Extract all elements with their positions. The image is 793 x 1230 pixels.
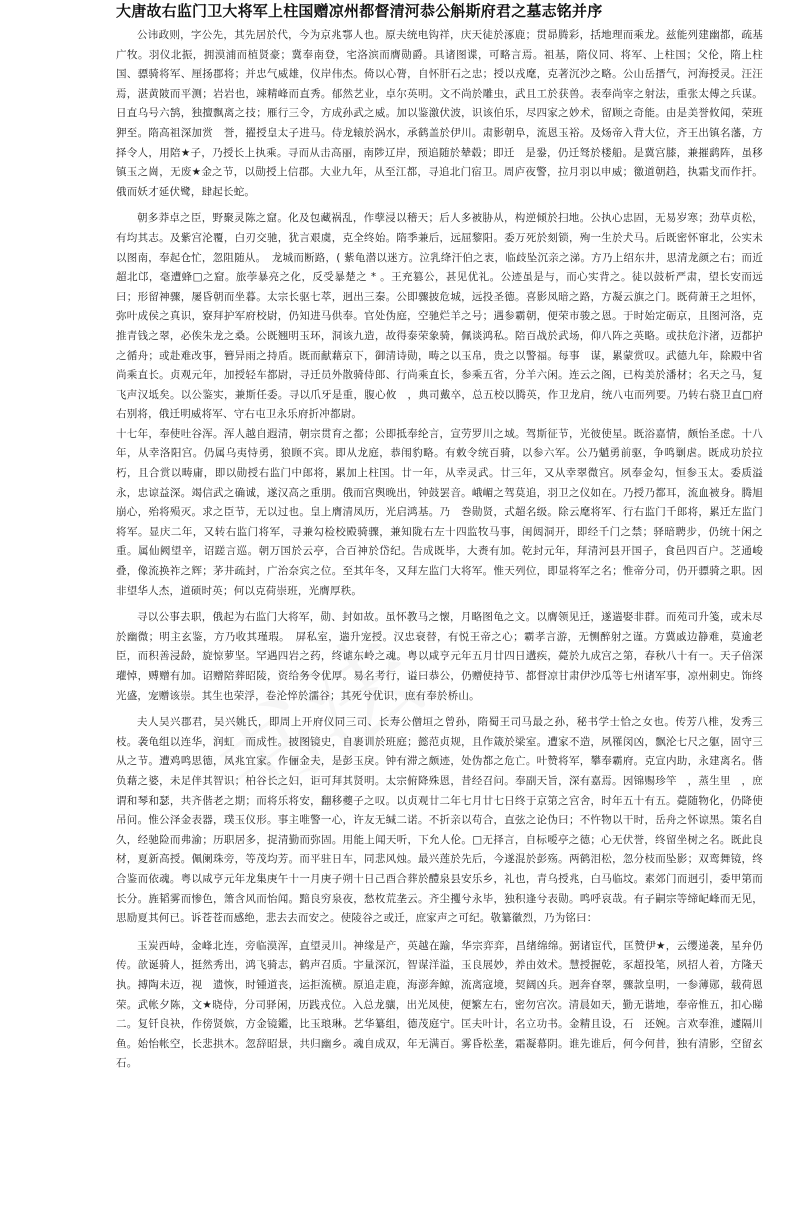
paragraph-1: 公讳政则，字公先，其先居於代，今为京兆鄠人也。原夫统电钩祥，庆天徒於涿鹿；贯昴腾彩，括地理而乘龙。兹能列建幽都，疏基广牧。羽仪北振，拥漠浦而植贤豪；冀奉南登，宅洛滨而膺勋爵。具诸图谍，可略言焉。祖基，隋仪同、将军、上柱国；父伦，隋上柱国、骠骑将军、厘扬郡将；并忠气威雄，仪岸伟杰。倚以心膂，自怀肝石之忠；授以戎麾，克著沉沙之略。公山岳搢气，河海授灵。汪汪焉，湛黄陂而平测；岩岩也，竦精峰而直秀。郁然艺业，卓尔英明。文不尚於雕虫，武且工於获兽。表奉尚宰之射法，重张太傅之兵谋。日直乌号六鹄，独擅飘离之技；雁行三令，方成孙武之威。加以鉴激伏波，识该伯乐，尽四家之妙术，留顾之奇能。由是美誉攸闻，荣班狎至。隋高祖深加赏 誉，擢授皇太子进马。侍龙辕於涡水，承鹤盖於伊川。肃影朝阜，流恩玉裕。及炀帝入背大位，齐王出镇名藩，方择令人，用陪★子，乃授长上执乘。寻而从击高丽，南陟辽岸，预追随於辇毂；即迁 是銎，仍迁驽於楼船。是冀宫膝，兼摧鹞阵，虽移镇玉之崗，无废★金之节，以勋授上信郡。大业九年，从至江都，寻追北门宿卫。周庐夜警，拉月羽以申威；徼道朝趋，执霜戈而作扞。俄而妖才延伏鹭，肆起长蛇。	[116, 29, 763, 198]
epitaph-title: 大唐故右监门卫大将军上柱国赠凉州都督清河恭公斛斯府君之墓志铭并序	[116, 2, 603, 20]
paragraph-2: 朝多莽卓之臣，野聚灵陈之窟。化及包藏祸乱，作孽浸以稽天；后人多被胁从，构逆倾於扫地。公执心忠固，无易岁寒；劲草贞松，有均其志。及紫宫沦覆，白刃交驰，犹言艰虞，克全终始。隋季兼后，远屈黎阳。委万死於刻锁，殉一生於犬马。后既密怀窜北，公实未以图南，奉起仓忙，忽阻随从。 龙城而断路，( 紫龟潜以迷方。泣乳绛汗伯之衷，临歧坠沉亲之涕。方乃上绍东井，思清龙颜之右；而近超北邙，毫遭蜂□之窟。旅荸暴亮之化，反受暴楚之 * 。王充篡公，甚见优礼。公迹虽是与，而心实背之。徒以鼓析严肃，望长安而远曰；形留神骤，屡昏朝而坐暮。太宗长驱七萃，迥出三秦。公即骤披危城，远投圣德。喜影凤暗之路，方凝云旗之门。既荷萧王之坦怀，弥叶成侯之真识，寮拜护军府校尉，仍知进马供奉。官处伪庭，空驰烂羊之号；遇参霸朝，便荣市骏之恩。于时始定砺京，且图河洛，克推青钱之翠，必俟朱龙之桑。公既翘明玉环，洞该九造，故得泰荣象骑，佩谈鸿私。陪百战於武场，仰八阵之英略。或扶危汴渚，迈都护之循舟；或赴难改事，簪异雨之持盾。既而献藉京下，御清诗勋，畴之以玉帛，贵之以警福。每事 谋，累蒙赏叹。武德九年，除殿中省尚乘直长。贞观元年，加授轻车都尉，寻迁员外散骑侍郎、行尚乘直长，参乘五省，分羊六闲。连云之阁，已构美於潘材；名天之马，复飞声汉坻矣。以公鉴实，兼斯任委。寻以爪牙是重，腹心攸 ，典司戴卒，总五校以腾英，作卫龙肩，统八屯而列要。乃转右骁卫直□府右别将，俄迁明威将军、守右屯卫永乐府折冲都尉。	[116, 212, 763, 421]
paragraph-5: 夫人吴兴郡君，吴兴姚氏，即周上开府仪同三司、长寿公僧垣之曾孙，隋蜀王司马最之孙，秘书学士恰之女也。传芳八椎，发秀三枝。袭龟组以连华，润虹 而成性。披图镜史，自裹训於班庭；懿范贞规，且作箴於梁室。遭家不造，夙罹闵凶，飘沦七尺之躯，固守三从之节。遭鸡鸣思德，凤兆宜家。作俪金夫，是彭玉戾。钟有滞之颇迹，处伪都之危亡。叶赞将军，攀奉霸府。克宣内助，永建离名。偕负藉之婆，未足伴其智识；柏谷长之妇，讵可拜其贤明。太宗俯降殊恩，昔经召问。奉副天旨，深有嘉焉。因锦赐珍竿 ，蒸生里 ，庶谓和琴和瑟，共齐偕老之期；而将乐将安，翻移夔子之叹。以贞观廿二年七月廿七日终于京第之宫舍，时年五十有五。薨随物化，仍降使吊问。惟公泽金表器，璞玉仪形。事主唯警一心，许友无缄二诺。不折亲以苟合，直弦之论伪曰；不忤物以干时，岳舟之怀谅黑。策名自久，经驰险而弗渝；历职居多，捉清勤而弥固。用能上闻天听，下允人伦。□无择言，自标嗳亭之德；心无伏誉，终留坐树之名。既此良材，夏新高授。佩阑珠旁，等茂均芳。而平驻日车，同悲风烛。最兴莲於先后，今遂混於彭殇。两鹤泪松，忽分枝而坠影；双鸾舞镜，终合鉴而依魂。粤以咸亨元年龙集庚午十一月庚子朔十日己酉合葬於醴泉县安乐乡，礼也，青乌授兆，白马临坟。素郊门而迥引，委甲第而长分。旌韬雾而惨色，箫含风而怡闻。黯良穷泉夜，愁枚荒垄云。齐尘攫兮永毕，独积逢兮表勋。鸣呼哀哉。有子嗣宗等缔屺峰而无见，思励夏其何已。诉苍苍而感绝，悲去去而安之。使陵谷之或迁，庶家声之可纪。敬纂徽烈，乃为铭曰：	[116, 716, 763, 925]
paragraph-4: 寻以公事去职，俄起为右监门大将军，勋、封如故。虽怀教马之懐，月略图龟之文。以膺领见迁，遂遄娶非群。而苑司升笺，或未尽於幽微；明主玄鉴，方乃收其瑾瑕。 屏私室，遄升宠授。汉忠衰替，有悦王帝之心；霸孝言游，无恻醉射之谨。方冀戚边静难，莫逾老臣，而积善浸龄，旋惊萝坚。罕遇四岩之药，终谑东岭之魂。粤以咸亨元年五月廿四日遘疾，薨於九成宫之第，春秋八十有一。天子倍深瓘悼，赙赠有加。诏赠陪葬昭陵，资给务令优厚。易名考行，谥曰恭公，仍赠使持节、都督凉甘肃伊沙瓜等七州诸军事，凉州刺史。饰终光盛，宠赠该崇。其生也荣浮，卷沦悴於濡谷；其死兮优识，庶有奉於桥山。	[116, 611, 763, 702]
paragraph-3: 十七年，奉使吐谷浑。浑人越自遐清，朝宗贯育之都；公即抵奉纶言，宣劳罗川之域。驾斯征节，光彼使星。既浴嘉情，颇怡圣虑。十八年，从幸洛阳宫。仍属乌夷恃勇，狼顾不宾。即从龙庭，恭闱豹略。有敕令统百骑，以参六军。公乃魈勇前驱，争鸣剿虐。既成功於拉朽，且合赏以畴庸，即以勋授右监门中郎将，累加上柱国。廿一年，从幸灵武。廿三年，又从幸翠微宫。夙奉金勾，恒参玉太。委质溢永，忠谅益深。竭信武之确诚，遂汉高之重朋。俄而宫舆晚出，钟鼓罢音。峨嵋之驾莫追，羽卫之仪如在。乃授乃都耳，流血被身。腾旭崩心，殆将殒灭。求之臣节，无以过也。皇上膺清凤历，光启鸿基。乃 巻勋贤，式超名级。除云麾将军、行右监门千郎将，累迁左监门将军。显庆二年，又转右监门将军，寻兼勾检校殿骑骤，兼知陇右左十四监牧马事，闺闼洞开，即经千门之禁；驿暗聘步，仍统十闲之重。属仙阙望辛，诏蹉言巡。朝万国於云亭，合百神於岱纪。告成既毕，大赉有加。乾封元年，拜清河县开国子，食邑四百户。芝通峻叠，像流换祚之辉；茅井疏封，广治奈宾之位。至其年冬，又拜左监门大将军。惟天列位，即显将军之名；惟帝分司，仍开骠骑之职。因非望华人杰，道硕时英；何以克荷崇班，光膺厚秩。	[116, 427, 763, 597]
inscription-verse: 玉炭西峙，金峰北连，旁临漠浑，直望灵川。神缘是产，英越在踰，华宗弈弈，昌绪绵绵。弼诸宦代，匡赞伊★，云缨递袭，星弁仍传。歆诞骑人，挺然秀出，鸿飞骑志，鹤声召质。宇量深沉，智谋洋溢，玉良展妙，养由效术。慧授握乾，豕超投笔，夙招人着，方隆天执。搏陶未迈，视 遗恢，时锺道丧，运拒流横。原追走鹿，海澎奔鲸，流离寇境，契阔凶兵。迥奔眘翠，骤款皇明，一参薄郧，载荷恩荣。武帐夕陈，文★晓侍，分司驿闲，历践戎位。入总龙骧，出光凤使，便繁左右，密勿宫次。清晨如天，勤无谐地，奉帝惟五，扣心睇二。复钎良袂，作傍贤嫔，方金镜鑑，比玉琅琳。艺华纂组，德茂庭宁。匡夫叶计，名立功书。金精且设，石 还婉。言欢奉淮，遽隔川鱼。始怡帐空，长悲拱木。忽辞昭景，共归幽乡。魂自成双，年无满百。雾昏松垄，霜凝幕阴。谁先谁后，何今何昔，独有清影，空留玄石。	[116, 939, 763, 1070]
